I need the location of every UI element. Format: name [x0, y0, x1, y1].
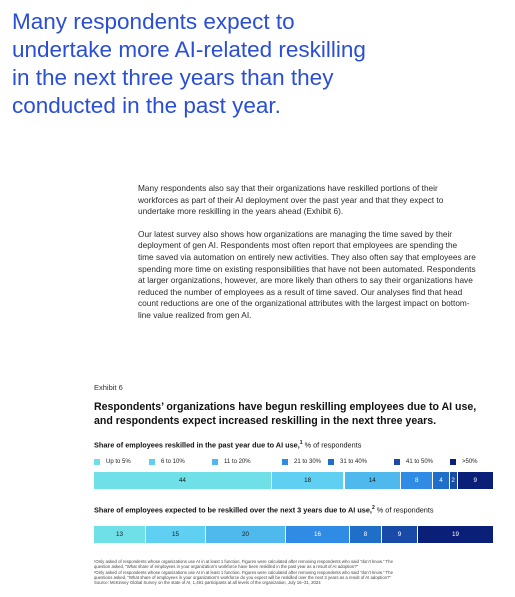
legend-item [149, 457, 185, 467]
legend-swatch [394, 459, 400, 465]
chart-1-bar [94, 472, 494, 489]
legend-swatch [212, 459, 218, 465]
text-line: line value realized from gen AI. [138, 309, 252, 320]
legend-item [328, 457, 367, 467]
bar-segment: 8 [401, 472, 433, 489]
legend-label: 11 to 20% [224, 459, 251, 465]
chart-1-title-text: Share of employees reskilled in the past year due to AI use, [94, 440, 300, 450]
headline-line: Many respondents expect to [12, 9, 295, 34]
headline-line: undertake more AI-related reskilling [12, 37, 366, 62]
text-line: reduced the number of employees as a result of time saved. Our analyses find that head [138, 286, 463, 297]
article-body [138, 183, 488, 322]
exhibit-title-line: Respondents’ organizations have begun reskilling employees due to AI use, [94, 401, 477, 413]
legend-item [94, 457, 131, 467]
exhibit-title [94, 401, 504, 428]
chart-1-title [94, 440, 361, 449]
bar-segment: 9 [458, 472, 494, 489]
chart-2-title [94, 505, 434, 514]
legend-label: 6 to 10% [161, 459, 185, 465]
bar-segment: 4 [433, 472, 449, 489]
legend-label: 41 to 50% [406, 459, 434, 465]
footnote-line: question asked, “What share of employees in your organization’s workforce have been reskilled in the past year as a result of AI adoption?” [94, 564, 359, 570]
text-line: deployment of gen AI. Respondents most often report that employees are spending the [138, 240, 458, 251]
text-line: undertake more reskilling in the years ahead (Exhibit 6). [138, 206, 344, 217]
legend-item [282, 457, 321, 467]
chart-2-unit: % of respondents [376, 505, 434, 515]
text-line: spending more time on existing responsibilities that have not been automated. Respondents [138, 263, 476, 274]
bar-segment: 44 [94, 472, 272, 489]
bar-segment: 20 [206, 526, 286, 543]
bar-segment: 14 [345, 472, 402, 489]
legend-swatch [149, 459, 155, 465]
paragraph-1 [138, 183, 488, 218]
bar-segment: 19 [418, 526, 494, 543]
chart-2-title-text: Share of employees expected to be reskilled over the next 3 years due to AI use, [94, 505, 372, 515]
legend-swatch [282, 459, 288, 465]
bar-segment: 15 [146, 526, 206, 543]
chart-2-bar [94, 526, 494, 543]
footnote-line: Source: McKinsey Global Survey on the state of AI, 1,491 participants at all levels of the organization, July 16–31, 2024 [94, 580, 321, 586]
text-line: workforces as part of their AI deployment over the past year and that they expect to [138, 194, 444, 205]
legend-swatch [450, 459, 456, 465]
legend-swatch [94, 459, 100, 465]
text-line: count reductions are one of the organizational attributes with the largest impact on bottom- [138, 298, 470, 309]
headline-line: conducted in the past year. [12, 93, 281, 118]
bar-segment: 16 [286, 526, 350, 543]
legend-label: Up to 5% [106, 459, 131, 465]
bar-segment: 8 [350, 526, 382, 543]
headline [12, 8, 482, 120]
legend-label: 31 to 40% [340, 459, 368, 465]
bar-segment: 18 [272, 472, 345, 489]
footnote-mark-2: 2 [371, 505, 375, 511]
footnote-mark-1: 1 [299, 440, 303, 446]
exhibit-title-line: and respondents expect increased reskilling in the next three years. [94, 414, 437, 427]
footnote-line: ²Only asked of respondents whose organizations use AI in at least 1 function. Figures were calculated after removing respondents who said “don’t know.” The [94, 569, 393, 575]
legend-item [450, 457, 478, 467]
headline-line: in the next three years than they [12, 65, 334, 90]
footnote-line: questions asked, “What share of employees in your organization’s workforce do you expect will be reskilled over the next 3 years as a result of AI adoption?” [94, 574, 391, 580]
legend-label: 21 to 30% [294, 459, 322, 465]
legend-item [212, 457, 251, 467]
text-line: at larger organizations, however, are more likely than others to say their organizations have [138, 275, 473, 286]
bar-segment: 2 [450, 472, 458, 489]
legend-item [394, 457, 433, 467]
exhibit-label: Exhibit 6 [94, 383, 123, 392]
legend-swatch [328, 459, 334, 465]
paragraph-2 [138, 229, 488, 322]
text-line: Many respondents also say that their organizations have reskilled portions of their [138, 183, 438, 193]
text-line: Our latest survey also shows how organizations are managing the time saved by their [138, 228, 453, 239]
footnotes [94, 559, 499, 585]
chart-1-unit: % of respondents [304, 440, 362, 450]
bar-segment: 9 [382, 526, 418, 543]
bar-segment: 13 [94, 526, 146, 543]
text-line: time saved via automation on entirely new activities. They also often say that employees are [138, 251, 476, 262]
footnote-line: ¹Only asked of respondents whose organizations use AI in at least 1 function. Figures were calculated after removing respondents who said “don’t know.” The [94, 559, 393, 564]
legend-label: >50% [462, 459, 478, 465]
